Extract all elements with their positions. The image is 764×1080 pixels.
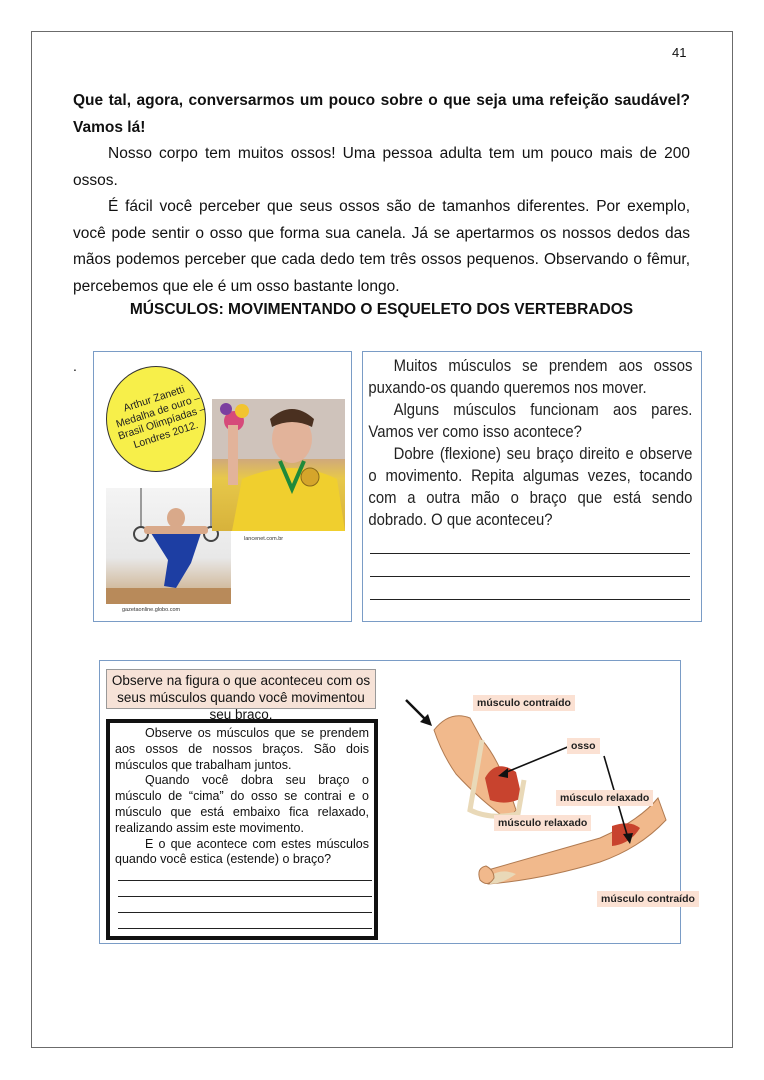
- figure-hint: Observe na figura o que aconteceu com os seus músculos quando você movimentou seu braço.: [106, 669, 376, 709]
- answer-line[interactable]: [118, 928, 372, 929]
- label-relaxed-bottom: músculo relaxado: [494, 815, 591, 831]
- answer-line[interactable]: [118, 912, 372, 913]
- intro-paragraph-1: Nosso corpo tem muitos ossos! Uma pessoa adulta tem um pouco mais de 200 ossos.: [73, 145, 690, 189]
- section-title: MÚSCULOS: MOVIMENTANDO O ESQUELETO DOS VERTEBRADOS: [129, 301, 634, 318]
- activity-box: [362, 351, 702, 622]
- activity-paragraph-2: Alguns músculos funcionam aos pares. Vamos ver como isso acontece?: [368, 401, 693, 441]
- caption-bubble-text: Arthur Zanetti Medalha de ouro – Brasil Olimpíadas – Londres 2012.: [114, 383, 207, 451]
- label-contracted-bottom: músculo contraído: [597, 891, 699, 907]
- activity-paragraph-1: Muitos músculos se prendem aos ossos puxando-os quando queremos nos mover.: [368, 357, 693, 397]
- activity-paragraph-3: Dobre (flexione) seu braço direito e observe o movimento. Repita algumas vezes, tocando com a outra mão o braço que está sendo dobrado. O que aconteceu?: [368, 445, 693, 529]
- explanation-paragraph-1: Observe os músculos que se prendem aos ossos de nossos braços. São dois músculos que trabalham juntos.: [115, 726, 369, 772]
- intro-paragraph-2: É fácil você perceber que seus ossos são de tamanhos diferentes. Por exemplo, você pode sentir o osso que forma sua canela. Já se apertarmos os nossos dedos das mãos podemos perceber que cada dedo tem três ossos pequenos. Observando o fêmur, percebemos que ele é um osso bastante longo.: [73, 198, 690, 295]
- intro-question: Que tal, agora, conversarmos um pouco sobre o que seja uma refeição saudável? Vamos lá!: [73, 92, 690, 136]
- stray-dot: .: [73, 358, 77, 374]
- bone-arrow: [502, 746, 570, 774]
- answer-line[interactable]: [118, 880, 372, 881]
- explanation-paragraph-3: E o que acontece com estes músculos quando você estica (estende) o braço?: [115, 836, 369, 867]
- credit-rings: gazetaonline.globo.com: [122, 607, 181, 613]
- explanation-paragraph-2: Quando você dobra seu braço o músculo de “cima” do osso se contrai e o músculo que está embaixo fica relaxado, realizando assim este movimento.: [115, 773, 369, 835]
- page-number: 41: [672, 45, 687, 60]
- medalist-photo: [212, 399, 345, 531]
- explanation-box: [106, 719, 378, 940]
- label-bone: osso: [567, 738, 600, 754]
- answer-line[interactable]: [370, 553, 690, 554]
- answer-line[interactable]: [118, 896, 372, 897]
- answer-line[interactable]: [370, 576, 690, 577]
- credit-medal: lancenet.com.br: [244, 536, 284, 542]
- answer-line[interactable]: [370, 599, 690, 600]
- label-relaxed-top: músculo relaxado: [556, 790, 653, 806]
- label-contracted-top: músculo contraído: [473, 695, 575, 711]
